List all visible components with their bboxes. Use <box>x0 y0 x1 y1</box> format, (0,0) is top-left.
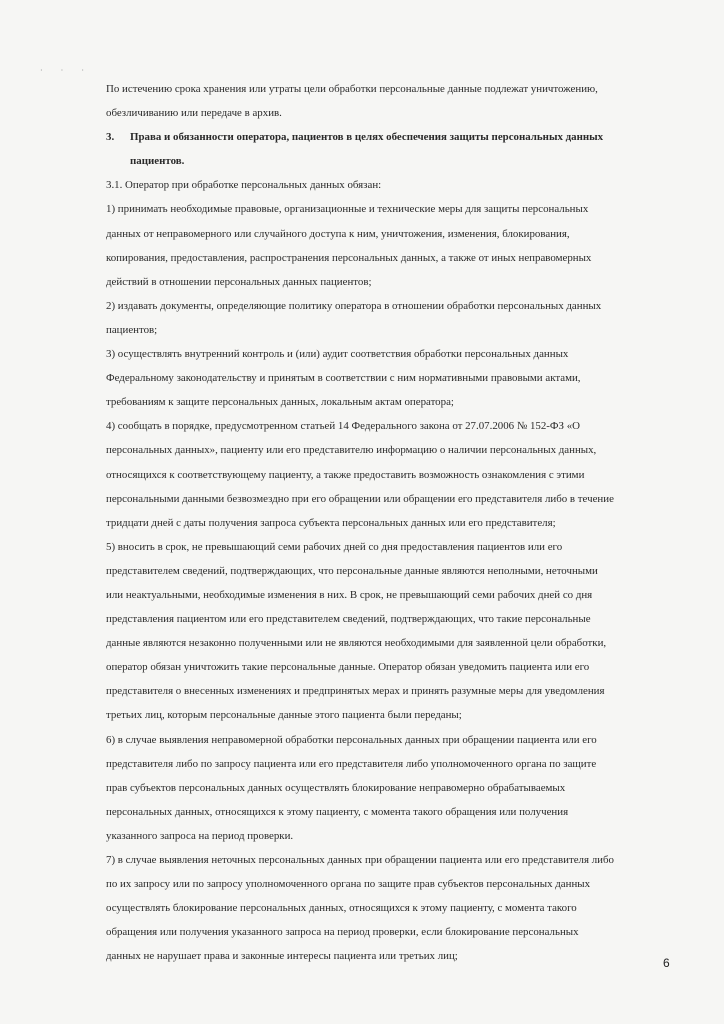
text-line: 7) в случае выявления неточных персональных данных при обращении пациента или его представителя либо <box>106 854 614 866</box>
text-line: данные являются незаконно полученными или не являются необходимыми для заявленной цели обработки, <box>106 637 607 650</box>
section-heading <box>106 125 671 149</box>
text-line: обезличиванию или передаче в архив. <box>106 107 282 120</box>
text-line: пациентов; <box>106 323 158 336</box>
scan-specks: · · · <box>40 66 92 75</box>
text-line: представителя либо по запросу пациента или его представителя либо уполномоченного органа по защите <box>106 757 597 770</box>
text-line: копирования, предоставления, распространения персональных данных, а также от иных неправомерных <box>106 251 592 264</box>
text-line: третьих лиц, которым персональные данные этого пациента были переданы; <box>106 709 462 722</box>
text-line: представителем сведений, подтверждающих, что персональные данные являются неполными, неточными <box>106 564 598 577</box>
text-line: или неактуальными, необходимые изменения в них. В срок, не превышающий семи рабочих дней со дня <box>106 588 593 601</box>
text-line: 2) издавать документы, определяющие политику оператора в отношении обработки персональных данных <box>106 299 602 312</box>
text-line: оператор обязан уничтожить такие персональные данные. Оператор обязан уведомить пациента или его <box>106 661 590 674</box>
text-line: прав субъектов персональных данных осуществлять блокирование неправомерно обрабатываемых <box>106 781 566 794</box>
text-line: 5) вносить в срок, не превышающий семи рабочих дней со дня предоставления пациентов или его <box>106 540 563 553</box>
text-line: тридцати дней с даты получения запроса субъекта персональных данных или его представителя; <box>106 516 556 529</box>
text-line: требованиям к защите персональных данных, локальным актам оператора; <box>106 396 454 409</box>
text-line: указанного запроса на период проверки. <box>106 829 294 842</box>
body-lines <box>106 173 671 968</box>
text-line: представления пациентом или его представителем сведений, подтверждающих, что такие персональные <box>106 613 591 626</box>
text-line: персональных данных», пациенту или его представителю информацию о наличии персональных данных, <box>106 444 597 457</box>
text-line: 1) принимать необходимые правовые, организационные и технические меры для защиты персональных <box>106 203 589 216</box>
text-line: 3) осуществлять внутренний контроль и (или) аудит соответствия обработки персональных данных <box>106 348 569 361</box>
section-title-line-2: пациентов. <box>130 155 185 168</box>
text-line: Федеральному законодательству и принятым в соответствии с ним нормативными правовыми актами, <box>106 372 581 385</box>
text-line: персональными данными безвозмездно при его обращении или обращении его представителя либо в течение <box>106 492 614 505</box>
text-line: данных не нарушает права и законные интересы пациента или третьих лиц; <box>106 950 458 963</box>
text-line: персональных данных, относящихся к этому пациенту, с момента такого обращения или получения <box>106 805 569 818</box>
text-line: данных от неправомерного или случайного доступа к ним, уничтожения, изменения, блокирования, <box>106 227 570 240</box>
text-line: 4) сообщать в порядке, предусмотренном статьей 14 Федерального закона от 27.07.2006 № 152-ФЗ «О <box>106 420 581 433</box>
document-body <box>106 77 671 968</box>
text-line: относящихся к соответствующему пациенту, а также предоставить возможность ознакомления с этими <box>106 468 585 481</box>
text-line: 6) в случае выявления неправомерной обработки персональных данных при обращении пациента или его <box>106 733 597 746</box>
text-line: представителя о внесенных изменениях и предпринятых мерах и принять разумные меры для уведомления <box>106 685 605 698</box>
section-title-line-1: Права и обязанности оператора, пациентов в целях обеспечения защиты персональных данных <box>130 131 604 144</box>
page-number: 6 <box>663 956 670 970</box>
text-line: осуществлять блокирование персональных данных, относящихся к этому пациенту, с момента такого <box>106 902 577 915</box>
text-line: действий в отношении персональных данных пациентов; <box>106 275 372 288</box>
text-line: по их запросу или по запросу уполномоченного органа по защите прав субъектов персональных данных <box>106 878 591 891</box>
text-line: По истечению срока хранения или утраты цели обработки персональные данные подлежат уничтожению, <box>106 83 598 95</box>
text-line: 3.1. Оператор при обработке персональных данных обязан: <box>106 179 382 192</box>
text-line: обращения или получения указанного запроса на период проверки, если блокирование персональных <box>106 926 579 939</box>
section-number: 3. <box>106 131 115 144</box>
